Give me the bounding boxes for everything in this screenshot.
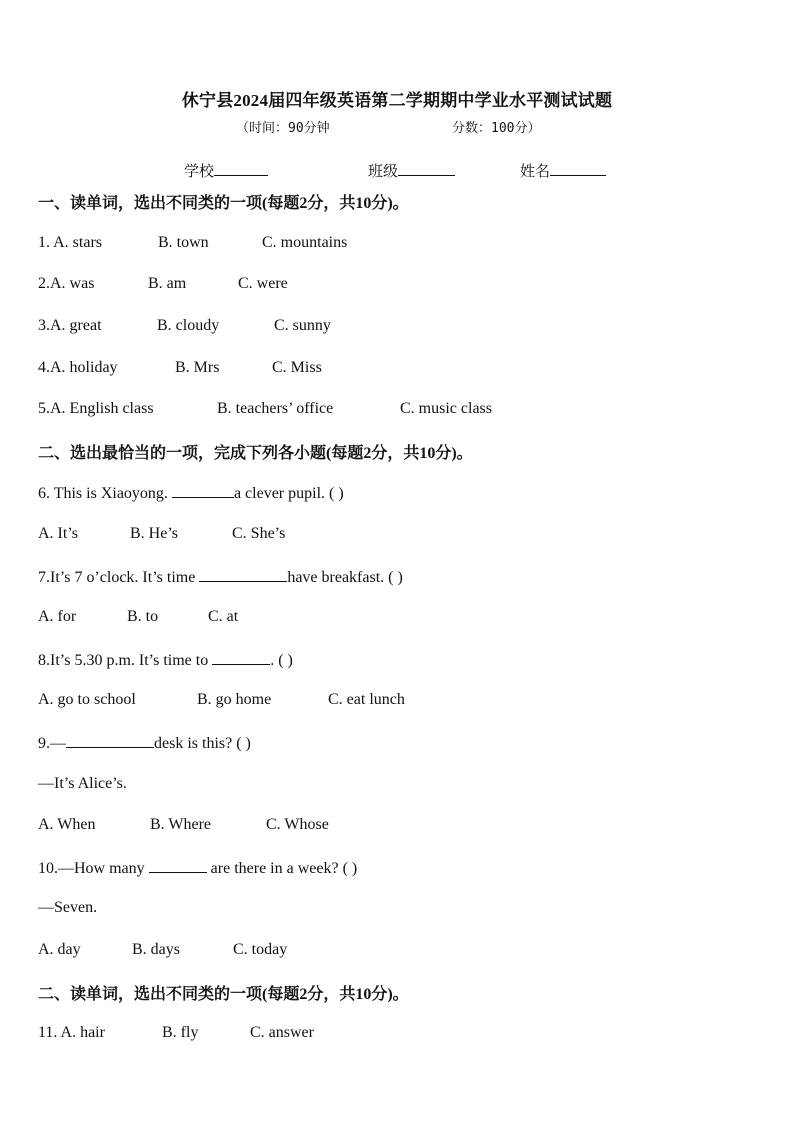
q9-option-b: B. Where [150,816,212,833]
q7-option-c: C. at [208,608,239,625]
q2-option-a: 2.A. was [38,275,95,292]
q11-option-b: B. fly [162,1024,199,1041]
q1-option-a: 1. A. stars [38,234,102,251]
q4-option-b: B. Mrs [175,359,220,376]
school-label: 学校 [184,164,215,180]
q5-option-b: B. teachers’ office [217,400,334,417]
q6-option-a: A. It’s [38,525,78,542]
q10-option-b: B. days [132,941,180,958]
q2-option-b: B. am [148,275,187,292]
q4-option-a: 4.A. holiday [38,359,118,376]
page-title: 休宁县2024届四年级英语第二学期期中学业水平测试试题 [181,91,613,110]
q10-stem-end: are there in a week? ( ) [206,860,358,877]
q9-stem-end: desk is this? ( ) [154,735,251,752]
q9-reply: —It’s Alice’s. [38,775,127,792]
q7-stem-end: have breakfast. ( ) [287,569,403,586]
q10-answer-blank[interactable] [149,858,207,873]
q6-option-c: C. She’s [232,525,286,542]
q9-stem [38,733,251,753]
q7-stem [38,567,403,587]
school-field [184,160,268,181]
q1-option-b: B. town [158,234,209,251]
q3-option-c: C. sunny [274,317,331,334]
q8-option-a: A. go to school [38,691,136,708]
q8-stem-start: 8.It’s 5.30 p.m. It’s time to [38,652,213,669]
q3-option-a: 3.A. great [38,317,102,334]
q8-option-b: B. go home [197,691,272,708]
q1-option-c: C. mountains [262,234,348,251]
exam-time: （时间：90分钟 [236,121,330,136]
name-blank[interactable] [550,161,606,176]
name-field [520,160,606,181]
q7-option-b: B. to [127,608,159,625]
q10-stem [38,858,357,878]
name-label: 姓名 [520,164,551,180]
class-label: 班级 [368,164,399,180]
q6-answer-blank[interactable] [172,483,234,498]
q11-option-a: 11. A. hair [38,1024,105,1041]
section-1-heading: 一、读单词，选出不同类的一项(每题2分，共10分)。 [38,195,409,212]
q9-answer-blank[interactable] [66,733,154,748]
q8-answer-blank[interactable] [212,650,270,665]
q10-reply: —Seven. [38,899,98,916]
q8-stem-end: . ( ) [270,652,293,669]
q10-option-a: A. day [38,941,81,958]
class-blank[interactable] [398,161,455,176]
q10-option-c: C. today [233,941,288,958]
q2-option-c: C. were [238,275,288,292]
section-3-heading: 二、读单词，选出不同类的一项(每题2分，共10分)。 [38,986,409,1003]
q8-stem [38,650,293,670]
q9-option-a: A. When [38,816,96,833]
q11-option-c: C. answer [250,1024,314,1041]
q7-answer-blank[interactable] [199,567,287,582]
q7-stem-start: 7.It’s 7 o’clock. It’s time [38,569,200,586]
q10-stem-start: 10.—How many [38,860,149,877]
q5-option-a: 5.A. English class [38,400,154,417]
q6-stem-end: a clever pupil. ( ) [233,485,344,502]
q9-stem-start: 9.— [38,735,66,752]
q7-option-a: A. for [38,608,77,625]
class-field [368,160,455,181]
exam-score: 分数：100分） [452,121,541,136]
q3-option-b: B. cloudy [157,317,220,334]
q4-option-c: C. Miss [272,359,322,376]
section-2-heading: 二、选出最恰当的一项，完成下列各小题(每题2分，共10分)。 [38,445,473,462]
q6-stem [38,483,344,503]
q6-stem-start: 6. This is Xiaoyong. [38,485,172,502]
school-blank[interactable] [214,161,268,176]
q8-option-c: C. eat lunch [328,691,405,708]
q9-option-c: C. Whose [266,816,329,833]
q6-option-b: B. He’s [130,525,178,542]
q5-option-c: C. music class [400,400,492,417]
